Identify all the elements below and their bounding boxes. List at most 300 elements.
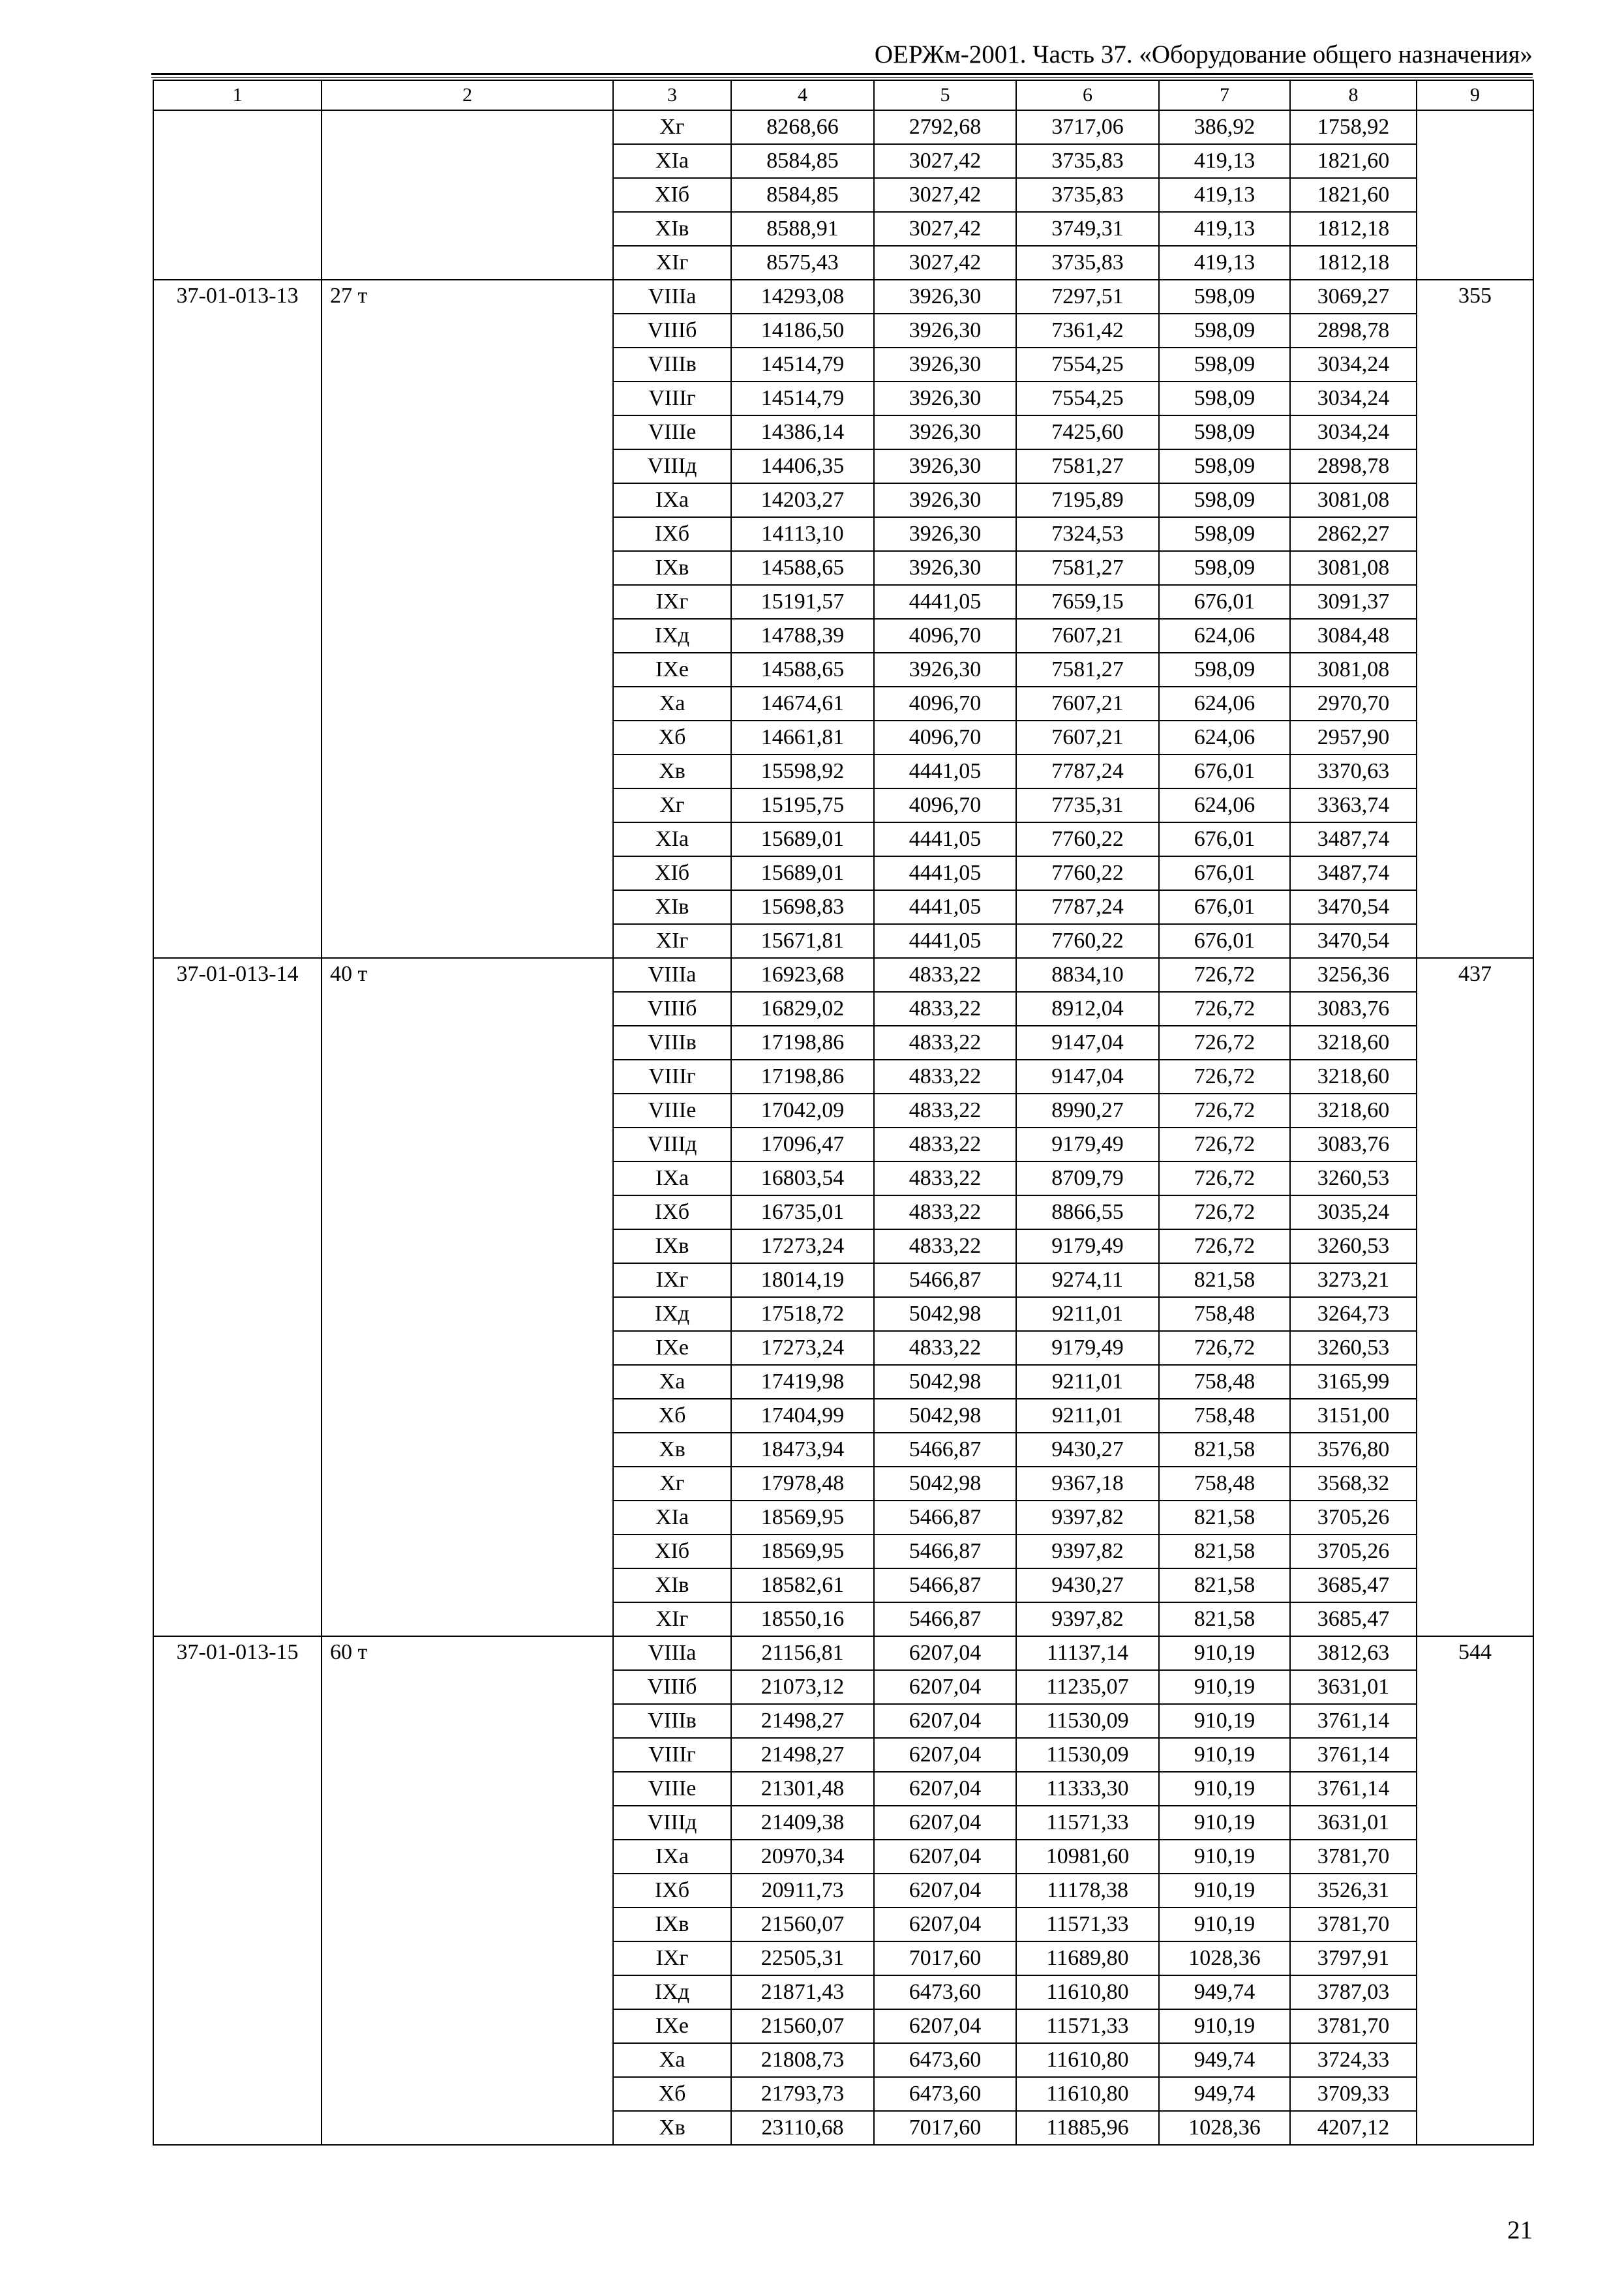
code-cell bbox=[153, 2111, 322, 2145]
value-cell: 726,72 bbox=[1159, 1026, 1290, 1060]
value-cell: 758,48 bbox=[1159, 1399, 1290, 1433]
value-cell: 7554,25 bbox=[1016, 382, 1159, 415]
value-cell: 3761,14 bbox=[1290, 1704, 1417, 1738]
code-cell bbox=[153, 1128, 322, 1161]
code-cell: 37-01-013-15 bbox=[153, 1636, 322, 1670]
value-cell: 3749,31 bbox=[1016, 212, 1159, 246]
value-cell: 419,13 bbox=[1159, 178, 1290, 212]
rates-table bbox=[153, 80, 1534, 2146]
name-cell bbox=[322, 1433, 613, 1467]
value-cell: 598,09 bbox=[1159, 551, 1290, 585]
value-cell: 11610,80 bbox=[1016, 2077, 1159, 2111]
value-cell: 676,01 bbox=[1159, 585, 1290, 619]
value-cell: 2898,78 bbox=[1290, 449, 1417, 483]
col9-cell bbox=[1417, 1840, 1533, 1874]
col9-cell bbox=[1417, 1094, 1533, 1128]
name-cell bbox=[322, 1704, 613, 1738]
table-row bbox=[153, 1128, 1533, 1161]
value-cell: 726,72 bbox=[1159, 958, 1290, 992]
value-cell: 5466,87 bbox=[874, 1263, 1016, 1297]
code-cell bbox=[153, 1297, 322, 1331]
table-row bbox=[153, 1738, 1533, 1772]
code-cell bbox=[153, 890, 322, 924]
value-cell: 3926,30 bbox=[874, 348, 1016, 382]
col9-cell bbox=[1417, 585, 1533, 619]
code-cell bbox=[153, 1365, 322, 1399]
value-cell: 21560,07 bbox=[731, 2009, 874, 2043]
table-row bbox=[153, 1874, 1533, 1908]
code-cell bbox=[153, 856, 322, 890]
column-number-cell: 3 bbox=[613, 80, 731, 110]
zone-cell: XIг bbox=[613, 1602, 731, 1636]
value-cell: 910,19 bbox=[1159, 1704, 1290, 1738]
value-cell: 4096,70 bbox=[874, 788, 1016, 822]
table-row bbox=[153, 314, 1533, 348]
value-cell: 676,01 bbox=[1159, 924, 1290, 958]
value-cell: 11610,80 bbox=[1016, 1975, 1159, 2009]
name-cell bbox=[322, 822, 613, 856]
value-cell: 10981,60 bbox=[1016, 1840, 1159, 1874]
col9-cell bbox=[1417, 1975, 1533, 2009]
value-cell: 3035,24 bbox=[1290, 1195, 1417, 1229]
table-row bbox=[153, 1501, 1533, 1534]
value-cell: 14588,65 bbox=[731, 551, 874, 585]
value-cell: 726,72 bbox=[1159, 1229, 1290, 1263]
value-cell: 11137,14 bbox=[1016, 1636, 1159, 1670]
col9-cell: 437 bbox=[1417, 958, 1533, 992]
table-row bbox=[153, 924, 1533, 958]
table-row bbox=[153, 992, 1533, 1026]
col9-cell bbox=[1417, 246, 1533, 280]
value-cell: 598,09 bbox=[1159, 449, 1290, 483]
value-cell: 3926,30 bbox=[874, 449, 1016, 483]
table-row bbox=[153, 449, 1533, 483]
value-cell: 3091,37 bbox=[1290, 585, 1417, 619]
zone-cell: VIIIв bbox=[613, 1704, 731, 1738]
zone-cell: IXе bbox=[613, 2009, 731, 2043]
value-cell: 6207,04 bbox=[874, 1806, 1016, 1840]
value-cell: 3685,47 bbox=[1290, 1568, 1417, 1602]
value-cell: 9397,82 bbox=[1016, 1501, 1159, 1534]
zone-cell: XIг bbox=[613, 246, 731, 280]
zone-cell: IXд bbox=[613, 1975, 731, 2009]
name-cell bbox=[322, 1060, 613, 1094]
value-cell: 9430,27 bbox=[1016, 1433, 1159, 1467]
value-cell: 910,19 bbox=[1159, 1738, 1290, 1772]
col9-cell bbox=[1417, 1060, 1533, 1094]
col9-cell bbox=[1417, 1568, 1533, 1602]
value-cell: 6207,04 bbox=[874, 1738, 1016, 1772]
name-cell bbox=[322, 1534, 613, 1568]
code-cell bbox=[153, 1060, 322, 1094]
value-cell: 11571,33 bbox=[1016, 1806, 1159, 1840]
zone-cell: VIIIе bbox=[613, 415, 731, 449]
col9-cell: 355 bbox=[1417, 280, 1533, 314]
value-cell: 5042,98 bbox=[874, 1467, 1016, 1501]
table-row bbox=[153, 1297, 1533, 1331]
name-cell bbox=[322, 2043, 613, 2077]
name-cell bbox=[322, 1128, 613, 1161]
code-cell bbox=[153, 1094, 322, 1128]
col9-cell bbox=[1417, 110, 1533, 144]
value-cell: 17518,72 bbox=[731, 1297, 874, 1331]
value-cell: 9367,18 bbox=[1016, 1467, 1159, 1501]
code-cell bbox=[153, 1704, 322, 1738]
value-cell: 726,72 bbox=[1159, 1161, 1290, 1195]
value-cell: 726,72 bbox=[1159, 1060, 1290, 1094]
name-cell bbox=[322, 1229, 613, 1263]
value-cell: 20911,73 bbox=[731, 1874, 874, 1908]
code-cell bbox=[153, 212, 322, 246]
zone-cell: XIв bbox=[613, 212, 731, 246]
value-cell: 18569,95 bbox=[731, 1501, 874, 1534]
value-cell: 2792,68 bbox=[874, 110, 1016, 144]
value-cell: 9147,04 bbox=[1016, 1026, 1159, 1060]
col9-cell bbox=[1417, 1365, 1533, 1399]
zone-cell: VIIIе bbox=[613, 1772, 731, 1806]
value-cell: 3264,73 bbox=[1290, 1297, 1417, 1331]
value-cell: 5042,98 bbox=[874, 1297, 1016, 1331]
value-cell: 9397,82 bbox=[1016, 1602, 1159, 1636]
table-row bbox=[153, 1467, 1533, 1501]
zone-cell: XIа bbox=[613, 822, 731, 856]
value-cell: 16735,01 bbox=[731, 1195, 874, 1229]
column-number-cell: 8 bbox=[1290, 80, 1417, 110]
value-cell: 4096,70 bbox=[874, 721, 1016, 755]
value-cell: 3370,63 bbox=[1290, 755, 1417, 788]
value-cell: 3631,01 bbox=[1290, 1806, 1417, 1840]
table-row bbox=[153, 653, 1533, 687]
value-cell: 910,19 bbox=[1159, 1908, 1290, 1941]
name-cell bbox=[322, 992, 613, 1026]
value-cell: 3273,21 bbox=[1290, 1263, 1417, 1297]
col9-cell bbox=[1417, 1874, 1533, 1908]
code-cell bbox=[153, 585, 322, 619]
zone-cell: VIIIб bbox=[613, 314, 731, 348]
name-cell bbox=[322, 1331, 613, 1365]
value-cell: 4833,22 bbox=[874, 1060, 1016, 1094]
name-cell bbox=[322, 1941, 613, 1975]
value-cell: 598,09 bbox=[1159, 280, 1290, 314]
table-row bbox=[153, 890, 1533, 924]
code-cell bbox=[153, 1467, 322, 1501]
code-cell bbox=[153, 1738, 322, 1772]
value-cell: 3812,63 bbox=[1290, 1636, 1417, 1670]
name-cell bbox=[322, 653, 613, 687]
name-cell bbox=[322, 1840, 613, 1874]
col9-cell bbox=[1417, 687, 1533, 721]
value-cell: 3717,06 bbox=[1016, 110, 1159, 144]
col9-cell bbox=[1417, 2043, 1533, 2077]
col9-cell bbox=[1417, 144, 1533, 178]
value-cell: 9211,01 bbox=[1016, 1365, 1159, 1399]
code-cell bbox=[153, 178, 322, 212]
col9-cell bbox=[1417, 890, 1533, 924]
table-row bbox=[153, 1094, 1533, 1128]
value-cell: 8709,79 bbox=[1016, 1161, 1159, 1195]
table-row bbox=[153, 1636, 1533, 1670]
zone-cell: IXд bbox=[613, 1297, 731, 1331]
header-rule-thin bbox=[151, 77, 1533, 78]
col9-cell bbox=[1417, 992, 1533, 1026]
value-cell: 6207,04 bbox=[874, 1840, 1016, 1874]
zone-cell: XIб bbox=[613, 178, 731, 212]
value-cell: 1758,92 bbox=[1290, 110, 1417, 144]
col9-cell bbox=[1417, 348, 1533, 382]
value-cell: 11530,09 bbox=[1016, 1738, 1159, 1772]
value-cell: 419,13 bbox=[1159, 144, 1290, 178]
column-number-cell: 1 bbox=[153, 80, 322, 110]
code-cell bbox=[153, 619, 322, 653]
value-cell: 18569,95 bbox=[731, 1534, 874, 1568]
value-cell: 9274,11 bbox=[1016, 1263, 1159, 1297]
value-cell: 15195,75 bbox=[731, 788, 874, 822]
name-cell bbox=[322, 1738, 613, 1772]
value-cell: 726,72 bbox=[1159, 1094, 1290, 1128]
table-row bbox=[153, 1433, 1533, 1467]
code-cell bbox=[153, 110, 322, 144]
column-number-cell: 6 bbox=[1016, 80, 1159, 110]
value-cell: 3685,47 bbox=[1290, 1602, 1417, 1636]
table-row bbox=[153, 1399, 1533, 1433]
value-cell: 3926,30 bbox=[874, 314, 1016, 348]
value-cell: 8588,91 bbox=[731, 212, 874, 246]
zone-cell: IXв bbox=[613, 1908, 731, 1941]
zone-cell: IXв bbox=[613, 1229, 731, 1263]
table-row bbox=[153, 1941, 1533, 1975]
zone-cell: VIIIа bbox=[613, 958, 731, 992]
value-cell: 726,72 bbox=[1159, 1331, 1290, 1365]
value-cell: 726,72 bbox=[1159, 1128, 1290, 1161]
value-cell: 910,19 bbox=[1159, 1806, 1290, 1840]
zone-cell: XIв bbox=[613, 890, 731, 924]
zone-cell: VIIIа bbox=[613, 1636, 731, 1670]
zone-cell: Xб bbox=[613, 721, 731, 755]
table-row bbox=[153, 2077, 1533, 2111]
value-cell: 21560,07 bbox=[731, 1908, 874, 1941]
value-cell: 4441,05 bbox=[874, 822, 1016, 856]
name-cell bbox=[322, 551, 613, 585]
value-cell: 676,01 bbox=[1159, 755, 1290, 788]
value-cell: 1028,36 bbox=[1159, 1941, 1290, 1975]
value-cell: 8834,10 bbox=[1016, 958, 1159, 992]
value-cell: 11571,33 bbox=[1016, 1908, 1159, 1941]
value-cell: 9179,49 bbox=[1016, 1331, 1159, 1365]
value-cell: 1812,18 bbox=[1290, 212, 1417, 246]
col9-cell bbox=[1417, 1738, 1533, 1772]
value-cell: 3027,42 bbox=[874, 178, 1016, 212]
table-row bbox=[153, 483, 1533, 517]
code-cell bbox=[153, 246, 322, 280]
col9-cell bbox=[1417, 449, 1533, 483]
col9-cell bbox=[1417, 1467, 1533, 1501]
col9-cell bbox=[1417, 1704, 1533, 1738]
code-cell bbox=[153, 144, 322, 178]
value-cell: 598,09 bbox=[1159, 415, 1290, 449]
value-cell: 7760,22 bbox=[1016, 856, 1159, 890]
value-cell: 14661,81 bbox=[731, 721, 874, 755]
table-row bbox=[153, 721, 1533, 755]
value-cell: 14386,14 bbox=[731, 415, 874, 449]
name-cell bbox=[322, 1297, 613, 1331]
value-cell: 419,13 bbox=[1159, 246, 1290, 280]
table-row bbox=[153, 415, 1533, 449]
code-cell bbox=[153, 1806, 322, 1840]
value-cell: 598,09 bbox=[1159, 517, 1290, 551]
name-cell bbox=[322, 619, 613, 653]
code-cell bbox=[153, 1874, 322, 1908]
page-number: 21 bbox=[1507, 2216, 1533, 2244]
value-cell: 9179,49 bbox=[1016, 1128, 1159, 1161]
value-cell: 3926,30 bbox=[874, 415, 1016, 449]
name-cell bbox=[322, 2077, 613, 2111]
value-cell: 3218,60 bbox=[1290, 1026, 1417, 1060]
value-cell: 821,58 bbox=[1159, 1263, 1290, 1297]
value-cell: 4833,22 bbox=[874, 1128, 1016, 1161]
value-cell: 11333,30 bbox=[1016, 1772, 1159, 1806]
table-row bbox=[153, 1602, 1533, 1636]
value-cell: 14588,65 bbox=[731, 653, 874, 687]
table-row bbox=[153, 1263, 1533, 1297]
name-cell bbox=[322, 212, 613, 246]
code-cell bbox=[153, 788, 322, 822]
name-cell bbox=[322, 449, 613, 483]
value-cell: 2957,90 bbox=[1290, 721, 1417, 755]
value-cell: 5466,87 bbox=[874, 1433, 1016, 1467]
value-cell: 4441,05 bbox=[874, 924, 1016, 958]
code-cell bbox=[153, 551, 322, 585]
col9-cell bbox=[1417, 1297, 1533, 1331]
value-cell: 3363,74 bbox=[1290, 788, 1417, 822]
value-cell: 7554,25 bbox=[1016, 348, 1159, 382]
col9-cell bbox=[1417, 755, 1533, 788]
zone-cell: Xв bbox=[613, 755, 731, 788]
value-cell: 676,01 bbox=[1159, 822, 1290, 856]
code-cell bbox=[153, 415, 322, 449]
value-cell: 4441,05 bbox=[874, 890, 1016, 924]
table-row bbox=[153, 1772, 1533, 1806]
value-cell: 8584,85 bbox=[731, 178, 874, 212]
value-cell: 3926,30 bbox=[874, 653, 1016, 687]
table-row bbox=[153, 212, 1533, 246]
value-cell: 3926,30 bbox=[874, 483, 1016, 517]
value-cell: 4096,70 bbox=[874, 619, 1016, 653]
value-cell: 18582,61 bbox=[731, 1568, 874, 1602]
value-cell: 6473,60 bbox=[874, 1975, 1016, 2009]
value-cell: 15671,81 bbox=[731, 924, 874, 958]
table-row bbox=[153, 1060, 1533, 1094]
value-cell: 3470,54 bbox=[1290, 890, 1417, 924]
value-cell: 11689,80 bbox=[1016, 1941, 1159, 1975]
value-cell: 3027,42 bbox=[874, 144, 1016, 178]
zone-cell: IXа bbox=[613, 1161, 731, 1195]
value-cell: 16923,68 bbox=[731, 958, 874, 992]
name-cell bbox=[322, 1772, 613, 1806]
table-row bbox=[153, 1908, 1533, 1941]
value-cell: 949,74 bbox=[1159, 1975, 1290, 2009]
zone-cell: Xв bbox=[613, 1433, 731, 1467]
name-cell: 40 т bbox=[322, 958, 613, 992]
value-cell: 7297,51 bbox=[1016, 280, 1159, 314]
value-cell: 1812,18 bbox=[1290, 246, 1417, 280]
zone-cell: Xа bbox=[613, 2043, 731, 2077]
name-cell bbox=[322, 382, 613, 415]
col9-cell bbox=[1417, 924, 1533, 958]
table-row bbox=[153, 517, 1533, 551]
name-cell bbox=[322, 1365, 613, 1399]
column-number-cell: 5 bbox=[874, 80, 1016, 110]
value-cell: 7607,21 bbox=[1016, 721, 1159, 755]
value-cell: 5466,87 bbox=[874, 1568, 1016, 1602]
value-cell: 6473,60 bbox=[874, 2043, 1016, 2077]
value-cell: 7760,22 bbox=[1016, 924, 1159, 958]
col9-cell: 544 bbox=[1417, 1636, 1533, 1670]
col9-cell bbox=[1417, 382, 1533, 415]
value-cell: 3735,83 bbox=[1016, 178, 1159, 212]
value-cell: 3487,74 bbox=[1290, 822, 1417, 856]
zone-cell: XIв bbox=[613, 1568, 731, 1602]
name-cell bbox=[322, 2111, 613, 2145]
value-cell: 3027,42 bbox=[874, 212, 1016, 246]
value-cell: 758,48 bbox=[1159, 1365, 1290, 1399]
column-number-cell: 4 bbox=[731, 80, 874, 110]
table-row bbox=[153, 280, 1533, 314]
column-number-cell: 7 bbox=[1159, 80, 1290, 110]
code-cell bbox=[153, 1975, 322, 2009]
column-number-cell: 2 bbox=[322, 80, 613, 110]
name-cell bbox=[322, 1874, 613, 1908]
value-cell: 758,48 bbox=[1159, 1297, 1290, 1331]
column-number-cell: 9 bbox=[1417, 80, 1533, 110]
zone-cell: XIб bbox=[613, 1534, 731, 1568]
value-cell: 3165,99 bbox=[1290, 1365, 1417, 1399]
name-cell bbox=[322, 1467, 613, 1501]
value-cell: 6207,04 bbox=[874, 2009, 1016, 2043]
value-cell: 3470,54 bbox=[1290, 924, 1417, 958]
zone-cell: IXг bbox=[613, 1263, 731, 1297]
value-cell: 3083,76 bbox=[1290, 992, 1417, 1026]
value-cell: 11610,80 bbox=[1016, 2043, 1159, 2077]
value-cell: 7017,60 bbox=[874, 2111, 1016, 2145]
name-cell bbox=[322, 1602, 613, 1636]
value-cell: 3256,36 bbox=[1290, 958, 1417, 992]
col9-cell bbox=[1417, 1772, 1533, 1806]
value-cell: 17419,98 bbox=[731, 1365, 874, 1399]
value-cell: 9147,04 bbox=[1016, 1060, 1159, 1094]
name-cell bbox=[322, 2009, 613, 2043]
value-cell: 9211,01 bbox=[1016, 1399, 1159, 1433]
table-row bbox=[153, 1704, 1533, 1738]
value-cell: 4833,22 bbox=[874, 958, 1016, 992]
col9-cell bbox=[1417, 856, 1533, 890]
table-row bbox=[153, 755, 1533, 788]
code-cell bbox=[153, 2043, 322, 2077]
value-cell: 3787,03 bbox=[1290, 1975, 1417, 2009]
value-cell: 9397,82 bbox=[1016, 1534, 1159, 1568]
zone-cell: IXе bbox=[613, 1331, 731, 1365]
value-cell: 23110,68 bbox=[731, 2111, 874, 2145]
value-cell: 8268,66 bbox=[731, 110, 874, 144]
table-row bbox=[153, 110, 1533, 144]
value-cell: 7787,24 bbox=[1016, 890, 1159, 924]
zone-cell: Xб bbox=[613, 2077, 731, 2111]
zone-cell: VIIIб bbox=[613, 1670, 731, 1704]
zone-cell: IXа bbox=[613, 483, 731, 517]
zone-cell: IXб bbox=[613, 1874, 731, 1908]
value-cell: 3151,00 bbox=[1290, 1399, 1417, 1433]
value-cell: 17404,99 bbox=[731, 1399, 874, 1433]
col9-cell bbox=[1417, 788, 1533, 822]
